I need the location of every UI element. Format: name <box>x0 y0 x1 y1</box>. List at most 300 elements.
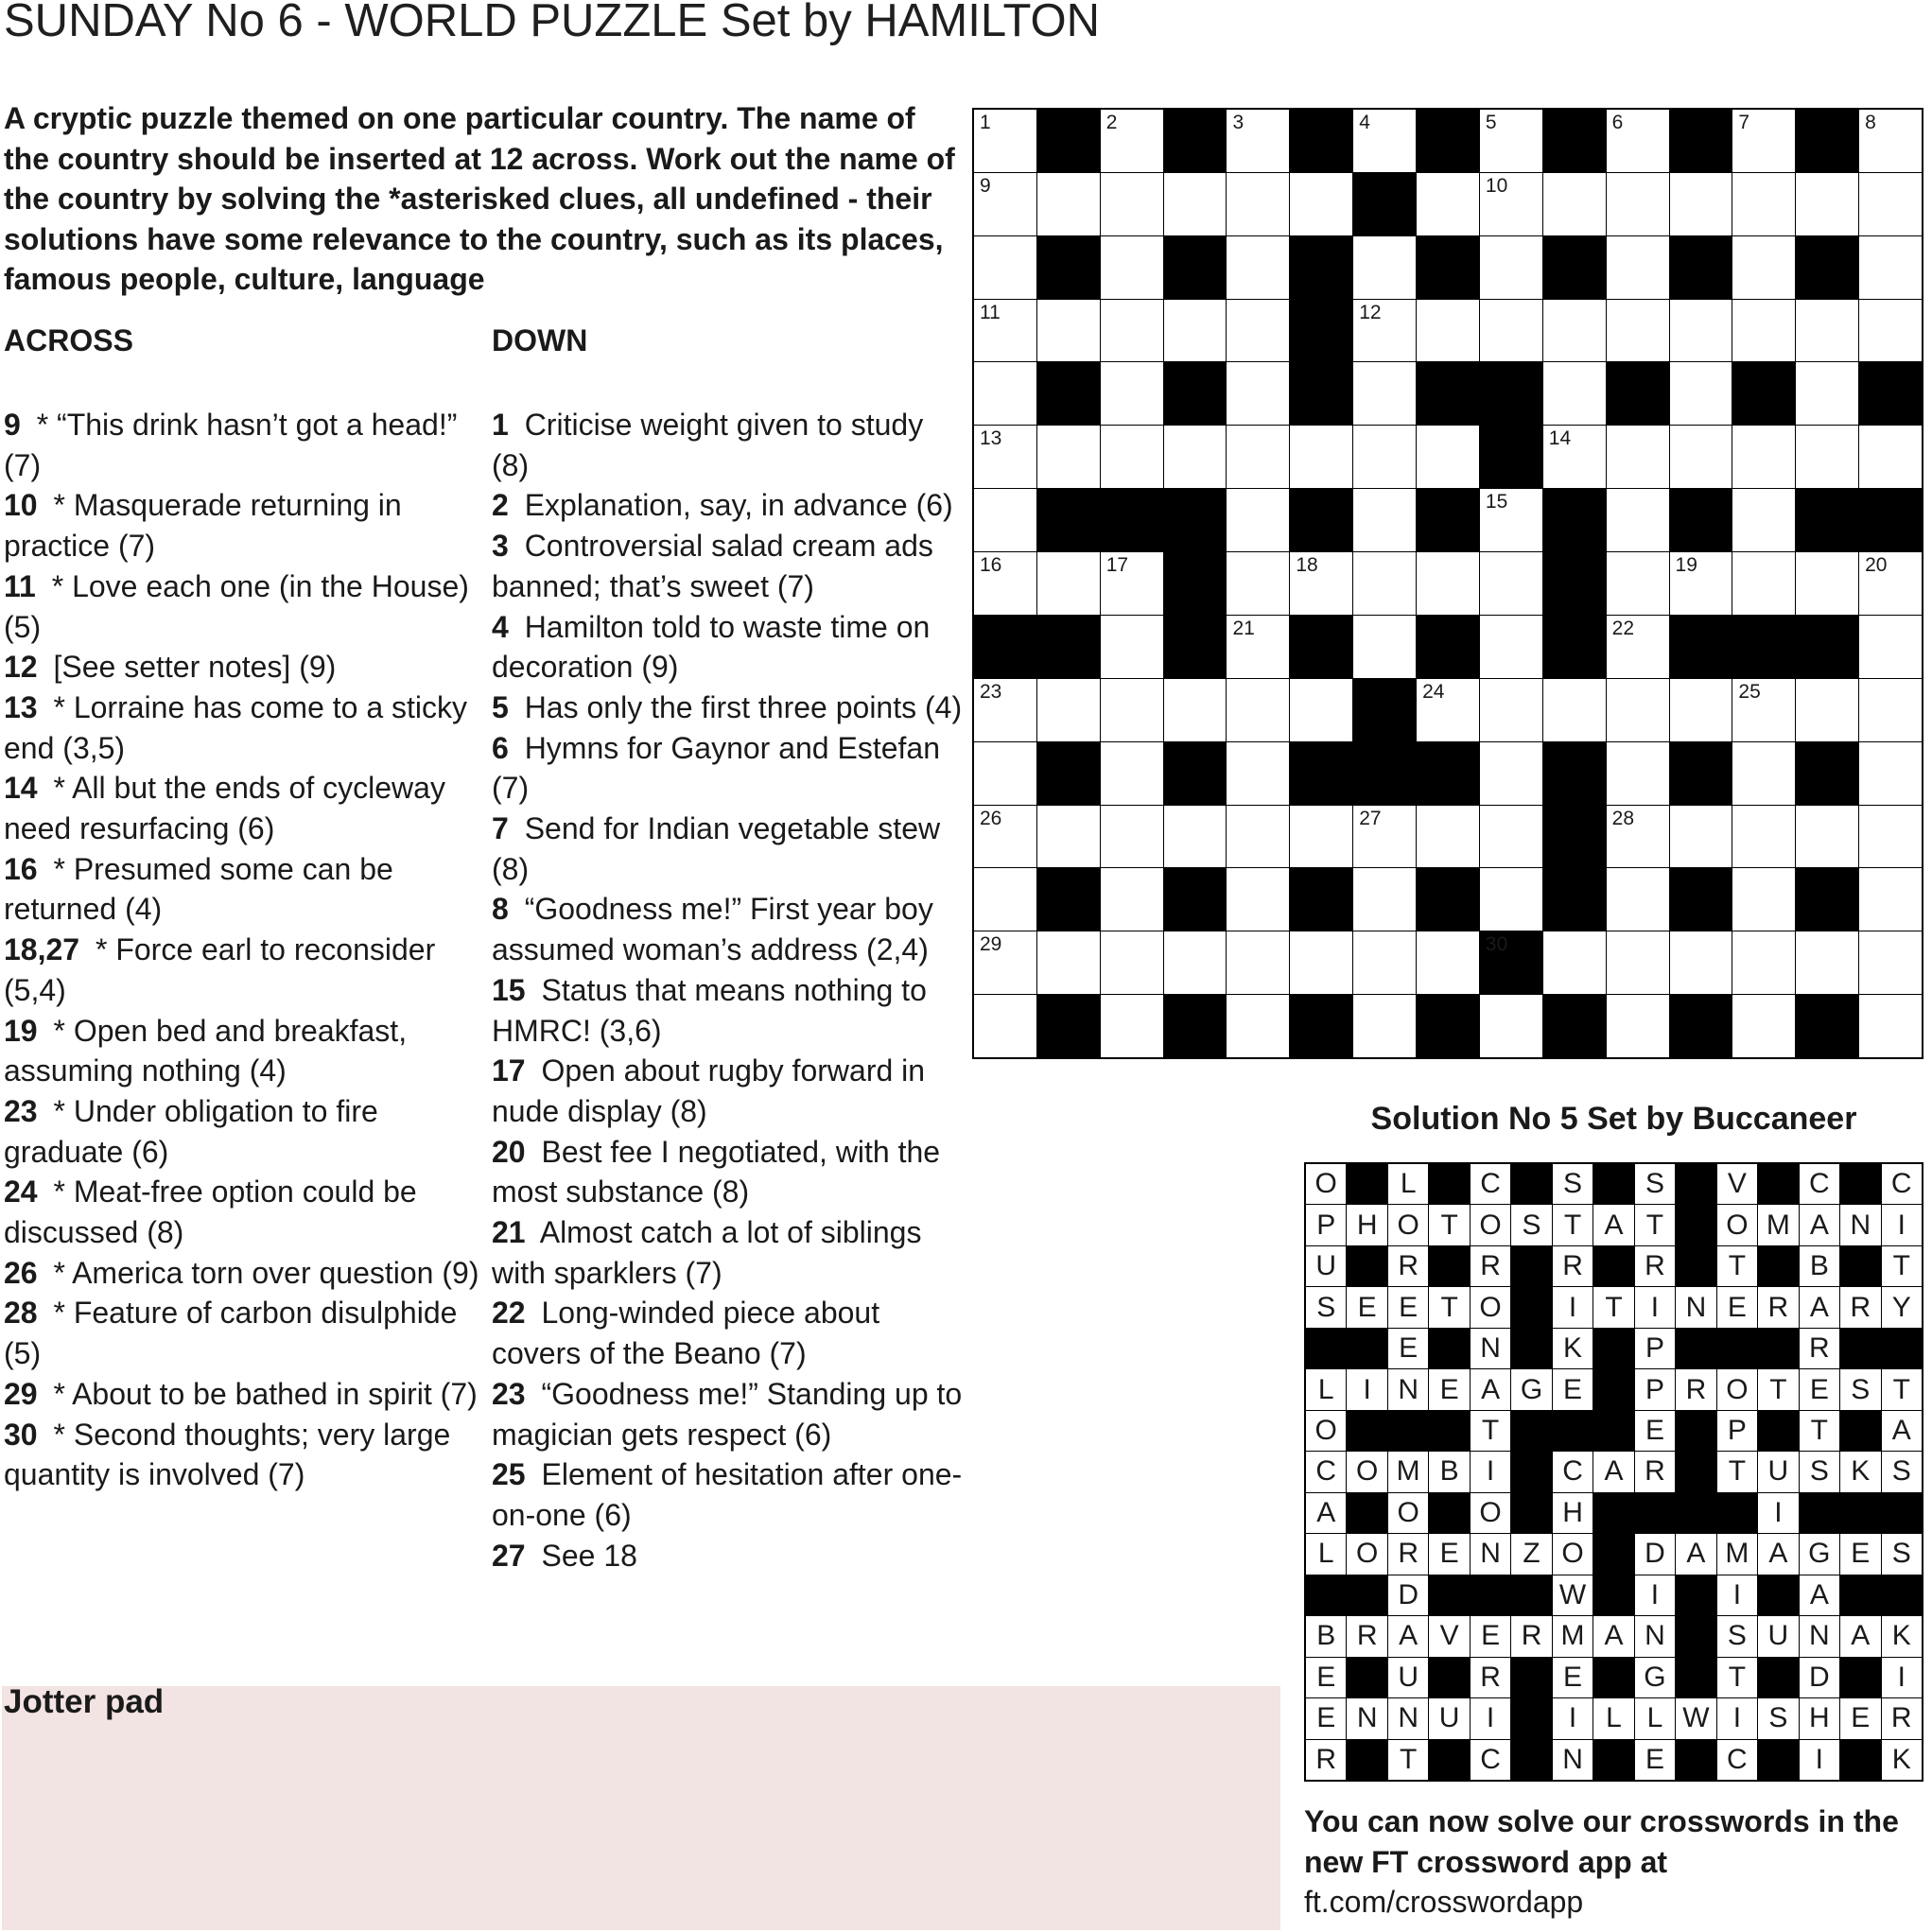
solution-cell: T <box>1717 1246 1757 1286</box>
cell-number: 26 <box>980 807 1002 829</box>
solution-cell: R <box>1635 1246 1675 1286</box>
clue-text: Send for Indian vegetable stew (8) <box>492 811 941 886</box>
grid-cell[interactable] <box>1543 426 1606 488</box>
grid-cell[interactable] <box>974 173 1036 235</box>
grid-cell[interactable] <box>1353 110 1416 172</box>
across-clue <box>4 566 484 647</box>
grid-cell[interactable] <box>1353 552 1416 615</box>
grid-cell[interactable] <box>1607 616 1669 678</box>
grid-cell[interactable] <box>1417 552 1479 615</box>
solution-cell: N <box>1553 1740 1593 1780</box>
solution-block <box>1593 1658 1633 1697</box>
solution-block <box>1882 1575 1922 1615</box>
grid-cell[interactable] <box>1480 110 1542 172</box>
grid-cell[interactable] <box>1732 742 1795 805</box>
solution-block <box>1429 1575 1469 1615</box>
grid-cell[interactable] <box>1796 806 1858 868</box>
grid-cell[interactable] <box>1796 362 1858 425</box>
solution-cell: S <box>1800 1452 1839 1491</box>
solution-block <box>1593 1164 1633 1204</box>
clue-text: * Feature of carbon disulphide (5) <box>4 1296 458 1371</box>
grid-cell[interactable] <box>974 426 1036 488</box>
clue-text: Long-winded piece about covers of the Beano (7) <box>492 1296 880 1371</box>
grid-block <box>1417 995 1479 1057</box>
solution-cell: L <box>1635 1698 1675 1738</box>
grid-cell[interactable] <box>1859 931 1922 994</box>
grid-block <box>1670 742 1732 805</box>
down-clue <box>492 728 965 809</box>
grid-cell[interactable] <box>1227 236 1289 299</box>
grid-cell[interactable] <box>1353 362 1416 425</box>
solution-cell: N <box>1676 1287 1715 1327</box>
solution-block <box>1840 1575 1880 1615</box>
grid-block <box>1037 236 1100 299</box>
solution-cell: S <box>1840 1369 1880 1409</box>
grid-cell[interactable] <box>1417 679 1479 741</box>
down-heading: DOWN <box>492 323 588 357</box>
cell-number: 6 <box>1611 112 1624 133</box>
grid-block <box>1670 236 1732 299</box>
grid-cell[interactable] <box>1607 300 1669 362</box>
clue-number: 5 <box>492 689 509 724</box>
grid-block <box>1543 806 1606 868</box>
grid-cell[interactable] <box>1543 679 1606 741</box>
grid-cell[interactable] <box>1353 931 1416 994</box>
clue-text: See 18 <box>532 1538 637 1573</box>
grid-cell[interactable] <box>1417 426 1479 488</box>
grid-cell[interactable] <box>974 110 1036 172</box>
grid-cell[interactable] <box>1290 173 1352 235</box>
grid-cell[interactable] <box>1353 489 1416 551</box>
clue-number: 8 <box>492 892 509 927</box>
grid-cell[interactable] <box>1353 236 1416 299</box>
solution-cell: O <box>1717 1369 1757 1409</box>
grid-block <box>1796 868 1858 931</box>
grid-cell[interactable] <box>1227 362 1289 425</box>
grid-cell[interactable] <box>1353 806 1416 868</box>
solution-cell: D <box>1388 1575 1428 1615</box>
grid-cell[interactable] <box>1480 173 1542 235</box>
grid-block <box>1037 362 1100 425</box>
solution-cell: R <box>1306 1740 1346 1780</box>
grid-cell[interactable] <box>1732 931 1795 994</box>
down-clue <box>492 1051 965 1131</box>
grid-cell[interactable] <box>1670 552 1732 615</box>
grid-cell[interactable] <box>974 931 1036 994</box>
solution-block <box>1758 1329 1798 1368</box>
grid-cell[interactable] <box>1859 679 1922 741</box>
grid-cell[interactable] <box>1417 931 1479 994</box>
grid-cell[interactable] <box>1037 300 1100 362</box>
across-clue <box>4 1253 484 1294</box>
grid-block <box>1670 995 1732 1057</box>
grid-cell[interactable] <box>974 806 1036 868</box>
grid-cell[interactable] <box>1796 552 1858 615</box>
solution-cell: U <box>1388 1658 1428 1697</box>
cell-number: 20 <box>1865 554 1888 577</box>
solution-cell: E <box>1388 1329 1428 1368</box>
solution-cell: I <box>1347 1369 1386 1409</box>
solution-cell: N <box>1471 1534 1510 1574</box>
grid-cell[interactable] <box>1101 300 1163 362</box>
grid-cell[interactable] <box>1732 300 1795 362</box>
solution-cell: R <box>1388 1246 1428 1286</box>
grid-cell[interactable] <box>1101 426 1163 488</box>
grid-cell[interactable] <box>1796 931 1858 994</box>
clue-number: 28 <box>4 1296 38 1331</box>
grid-block <box>1353 679 1416 741</box>
down-clue-list <box>492 405 965 1575</box>
grid-cell[interactable] <box>974 362 1036 425</box>
grid-cell[interactable] <box>1037 931 1100 994</box>
grid-cell[interactable] <box>1353 616 1416 678</box>
grid-cell[interactable] <box>1227 426 1289 488</box>
grid-cell[interactable] <box>1607 868 1669 931</box>
grid-block <box>1037 110 1100 172</box>
grid-cell[interactable] <box>1290 552 1352 615</box>
solution-cell: R <box>1758 1287 1798 1327</box>
grid-cell[interactable] <box>1101 995 1163 1057</box>
solution-cell: C <box>1306 1452 1346 1491</box>
grid-cell[interactable] <box>1480 489 1542 551</box>
solution-block <box>1429 1411 1469 1451</box>
solution-cell: C <box>1471 1740 1510 1780</box>
grid-cell[interactable] <box>1227 931 1289 994</box>
grid-cell[interactable] <box>1607 236 1669 299</box>
solution-block <box>1676 1493 1715 1533</box>
grid-cell[interactable] <box>1607 552 1669 615</box>
grid-cell[interactable] <box>1290 806 1352 868</box>
grid-cell[interactable] <box>1670 362 1732 425</box>
grid-cell[interactable] <box>1732 489 1795 551</box>
grid-cell[interactable] <box>1480 552 1542 615</box>
grid-cell[interactable] <box>1480 806 1542 868</box>
grid-block <box>1037 995 1100 1057</box>
grid-cell[interactable] <box>1796 679 1858 741</box>
grid-cell[interactable] <box>974 742 1036 805</box>
jotter-pad-label: Jotter pad <box>4 1683 165 1720</box>
solution-cell: E <box>1840 1698 1880 1738</box>
grid-cell[interactable] <box>1290 931 1352 994</box>
clue-text: Controversial salad cream ads banned; that’s sweet (7) <box>492 529 933 603</box>
solution-cell: S <box>1882 1534 1922 1574</box>
solution-block <box>1676 1740 1715 1780</box>
grid-block <box>1417 742 1479 805</box>
grid-cell[interactable] <box>974 489 1036 551</box>
grid-cell[interactable] <box>1353 995 1416 1057</box>
grid-cell[interactable] <box>974 868 1036 931</box>
grid-cell[interactable] <box>1859 995 1922 1057</box>
grid-cell[interactable] <box>1101 616 1163 678</box>
grid-cell[interactable] <box>1227 806 1289 868</box>
grid-cell[interactable] <box>1417 300 1479 362</box>
grid-cell[interactable] <box>1227 868 1289 931</box>
grid-cell[interactable] <box>1859 300 1922 362</box>
grid-block <box>1417 236 1479 299</box>
grid-cell[interactable] <box>1732 806 1795 868</box>
solution-cell: T <box>1593 1287 1633 1327</box>
grid-cell[interactable] <box>1732 679 1795 741</box>
solution-block <box>1840 1411 1880 1451</box>
grid-cell[interactable] <box>1037 806 1100 868</box>
grid-cell[interactable] <box>1037 173 1100 235</box>
grid-cell[interactable] <box>974 995 1036 1057</box>
solution-block <box>1758 1411 1798 1451</box>
grid-block <box>1796 110 1858 172</box>
grid-cell[interactable] <box>1227 742 1289 805</box>
grid-cell[interactable] <box>1732 868 1795 931</box>
solution-cell: C <box>1882 1164 1922 1204</box>
grid-cell[interactable] <box>1670 300 1732 362</box>
grid-cell[interactable] <box>1670 679 1732 741</box>
grid-cell[interactable] <box>1227 300 1289 362</box>
grid-block <box>1670 616 1732 678</box>
solution-block <box>1306 1575 1346 1615</box>
grid-cell[interactable] <box>1101 110 1163 172</box>
grid-block <box>1164 362 1227 425</box>
solution-block <box>1800 1493 1839 1533</box>
solution-block <box>1511 1246 1551 1286</box>
grid-cell[interactable] <box>1290 679 1352 741</box>
grid-cell[interactable] <box>1353 426 1416 488</box>
grid-cell[interactable] <box>1796 173 1858 235</box>
solution-cell: S <box>1306 1287 1346 1327</box>
grid-block <box>1164 110 1227 172</box>
clue-text: * Lorraine has come to a sticky end (3,5) <box>4 689 468 765</box>
cell-number: 10 <box>1485 174 1508 197</box>
down-clue <box>492 607 965 688</box>
app-promo <box>1304 1801 1928 1923</box>
solution-cell: K <box>1840 1452 1880 1491</box>
grid-cell[interactable] <box>1480 679 1542 741</box>
solution-block <box>1347 1658 1386 1697</box>
grid-cell[interactable] <box>1607 742 1669 805</box>
clue-text: Explanation, say, in advance (6) <box>515 488 953 523</box>
grid-cell[interactable] <box>1607 110 1669 172</box>
grid-block <box>1796 742 1858 805</box>
grid-cell[interactable] <box>1480 995 1542 1057</box>
grid-cell[interactable] <box>1164 806 1227 868</box>
solution-cell: E <box>1717 1287 1757 1327</box>
solution-cell: P <box>1635 1329 1675 1368</box>
clue-text: * Masquerade returning in practice (7) <box>4 488 402 564</box>
grid-cell[interactable] <box>1353 868 1416 931</box>
grid-cell[interactable] <box>1859 806 1922 868</box>
clue-text: Hamilton told to waste time on decoration (9) <box>492 609 931 685</box>
grid-cell[interactable] <box>1101 868 1163 931</box>
grid-cell[interactable] <box>1480 616 1542 678</box>
grid-cell[interactable] <box>974 300 1036 362</box>
solution-block <box>1511 1575 1551 1615</box>
grid-cell[interactable] <box>1543 362 1606 425</box>
solution-cell: E <box>1553 1369 1593 1409</box>
grid-cell[interactable] <box>1670 931 1732 994</box>
grid-cell[interactable] <box>1037 552 1100 615</box>
grid-cell[interactable] <box>1227 995 1289 1057</box>
solution-cell: I <box>1882 1658 1922 1697</box>
grid-cell[interactable] <box>1227 552 1289 615</box>
grid-cell[interactable] <box>974 552 1036 615</box>
grid-cell[interactable] <box>1164 173 1227 235</box>
grid-cell[interactable] <box>1101 236 1163 299</box>
grid-cell[interactable] <box>974 679 1036 741</box>
grid-cell[interactable] <box>1859 110 1922 172</box>
grid-cell[interactable] <box>1227 616 1289 678</box>
grid-cell[interactable] <box>1859 868 1922 931</box>
grid-block <box>1670 868 1732 931</box>
grid-cell[interactable] <box>1101 173 1163 235</box>
solution-cell: N <box>1347 1698 1386 1738</box>
solution-block <box>1347 1575 1386 1615</box>
grid-cell[interactable] <box>1417 806 1479 868</box>
grid-cell[interactable] <box>1607 489 1669 551</box>
solution-cell: R <box>1388 1534 1428 1574</box>
grid-cell[interactable] <box>1859 173 1922 235</box>
clue-number: 15 <box>492 972 526 1007</box>
grid-cell[interactable] <box>1732 236 1795 299</box>
grid-cell[interactable] <box>1732 426 1795 488</box>
solution-cell: O <box>1347 1534 1386 1574</box>
grid-cell[interactable] <box>1101 679 1163 741</box>
grid-cell[interactable] <box>1543 300 1606 362</box>
grid-cell[interactable] <box>1480 236 1542 299</box>
grid-cell[interactable] <box>1543 931 1606 994</box>
solution-block <box>1676 1452 1715 1491</box>
clue-text: * Love each one (in the House) (5) <box>4 568 469 644</box>
solution-cell: T <box>1882 1369 1922 1409</box>
grid-block <box>1543 616 1606 678</box>
solution-cell: C <box>1471 1164 1510 1204</box>
across-clue <box>4 1415 484 1495</box>
grid-cell[interactable] <box>1607 806 1669 868</box>
clue-number: 4 <box>492 609 509 644</box>
clue-number: 23 <box>492 1376 526 1411</box>
grid-cell[interactable] <box>1732 995 1795 1057</box>
grid-cell[interactable] <box>1227 489 1289 551</box>
grid-cell[interactable] <box>1164 679 1227 741</box>
grid-cell[interactable] <box>1417 173 1479 235</box>
grid-cell[interactable] <box>1607 995 1669 1057</box>
grid-cell[interactable] <box>1164 426 1227 488</box>
grid-cell[interactable] <box>1607 173 1669 235</box>
grid-cell[interactable] <box>1796 426 1858 488</box>
clue-number: 9 <box>4 408 21 442</box>
grid-cell[interactable] <box>1796 300 1858 362</box>
grid-cell[interactable] <box>974 236 1036 299</box>
clue-number: 27 <box>492 1538 526 1573</box>
solution-cell: E <box>1306 1698 1346 1738</box>
solution-cell: R <box>1676 1369 1715 1409</box>
grid-cell[interactable] <box>1670 806 1732 868</box>
solution-block <box>1429 1740 1469 1780</box>
solution-block <box>1347 1329 1386 1368</box>
grid-cell[interactable] <box>1732 552 1795 615</box>
jotter-pad[interactable] <box>2 1686 1280 1930</box>
solution-block <box>1758 1658 1798 1697</box>
grid-cell[interactable] <box>1037 426 1100 488</box>
solution-cell: T <box>1471 1411 1510 1451</box>
solution-block <box>1388 1411 1428 1451</box>
solution-cell: B <box>1429 1452 1469 1491</box>
grid-cell[interactable] <box>1290 426 1352 488</box>
clue-text: * Presumed some can be returned (4) <box>4 851 393 927</box>
grid-cell[interactable] <box>1480 300 1542 362</box>
solution-block <box>1347 1411 1386 1451</box>
solution-cell: A <box>1800 1287 1839 1327</box>
solution-cell: I <box>1635 1287 1675 1327</box>
grid-cell[interactable] <box>1037 679 1100 741</box>
solution-block <box>1593 1740 1633 1780</box>
grid-cell[interactable] <box>1101 806 1163 868</box>
grid-cell[interactable] <box>1227 173 1289 235</box>
solution-cell: S <box>1717 1616 1757 1656</box>
grid-cell[interactable] <box>1101 742 1163 805</box>
grid-cell[interactable] <box>1164 931 1227 994</box>
grid-block <box>974 616 1036 678</box>
grid-block <box>1037 868 1100 931</box>
grid-cell[interactable] <box>1101 931 1163 994</box>
grid-cell[interactable] <box>1670 426 1732 488</box>
grid-cell[interactable] <box>1480 742 1542 805</box>
grid-cell[interactable] <box>1353 300 1416 362</box>
solution-cell: E <box>1388 1287 1428 1327</box>
grid-cell[interactable] <box>1859 426 1922 488</box>
grid-cell[interactable] <box>1607 679 1669 741</box>
cell-number: 24 <box>1422 680 1445 703</box>
grid-cell[interactable] <box>1859 616 1922 678</box>
grid-cell[interactable] <box>1227 110 1289 172</box>
clue-number: 23 <box>4 1093 38 1128</box>
solution-cell: O <box>1717 1205 1757 1244</box>
across-clue <box>4 1172 484 1252</box>
solution-block <box>1593 1329 1633 1368</box>
solution-cell: U <box>1429 1698 1469 1738</box>
solution-block <box>1676 1329 1715 1368</box>
grid-cell[interactable] <box>1859 552 1922 615</box>
grid-cell[interactable] <box>1732 110 1795 172</box>
grid-cell[interactable] <box>1480 868 1542 931</box>
grid-cell[interactable] <box>1670 173 1732 235</box>
cell-number: 29 <box>980 933 1002 956</box>
solution-cell: G <box>1800 1534 1839 1574</box>
solution-block <box>1511 1452 1551 1491</box>
grid-block <box>1480 426 1542 488</box>
clue-number: 30 <box>4 1417 38 1452</box>
grid-cell[interactable] <box>1101 362 1163 425</box>
grid-cell[interactable] <box>1607 426 1669 488</box>
solution-block <box>1593 1534 1633 1574</box>
solution-block <box>1635 1493 1675 1533</box>
app-promo-url[interactable]: ft.com/crosswordapp <box>1304 1885 1584 1919</box>
grid-cell[interactable] <box>1607 931 1669 994</box>
solution-block <box>1593 1246 1633 1286</box>
grid-block <box>1353 173 1416 235</box>
solution-cell: I <box>1553 1287 1593 1327</box>
grid-cell[interactable] <box>1543 173 1606 235</box>
grid-cell[interactable] <box>1859 742 1922 805</box>
cell-number: 15 <box>1485 491 1508 513</box>
grid-cell[interactable] <box>1101 552 1163 615</box>
grid-cell[interactable] <box>1732 173 1795 235</box>
solution-cell: H <box>1800 1698 1839 1738</box>
grid-cell[interactable] <box>1227 679 1289 741</box>
grid-cell[interactable] <box>1859 236 1922 299</box>
solution-block <box>1429 1658 1469 1697</box>
clue-text: Best fee I negotiated, with the most substance (8) <box>492 1134 941 1210</box>
clue-number: 19 <box>4 1013 38 1048</box>
solution-cell: P <box>1717 1411 1757 1451</box>
grid-cell[interactable] <box>1164 300 1227 362</box>
